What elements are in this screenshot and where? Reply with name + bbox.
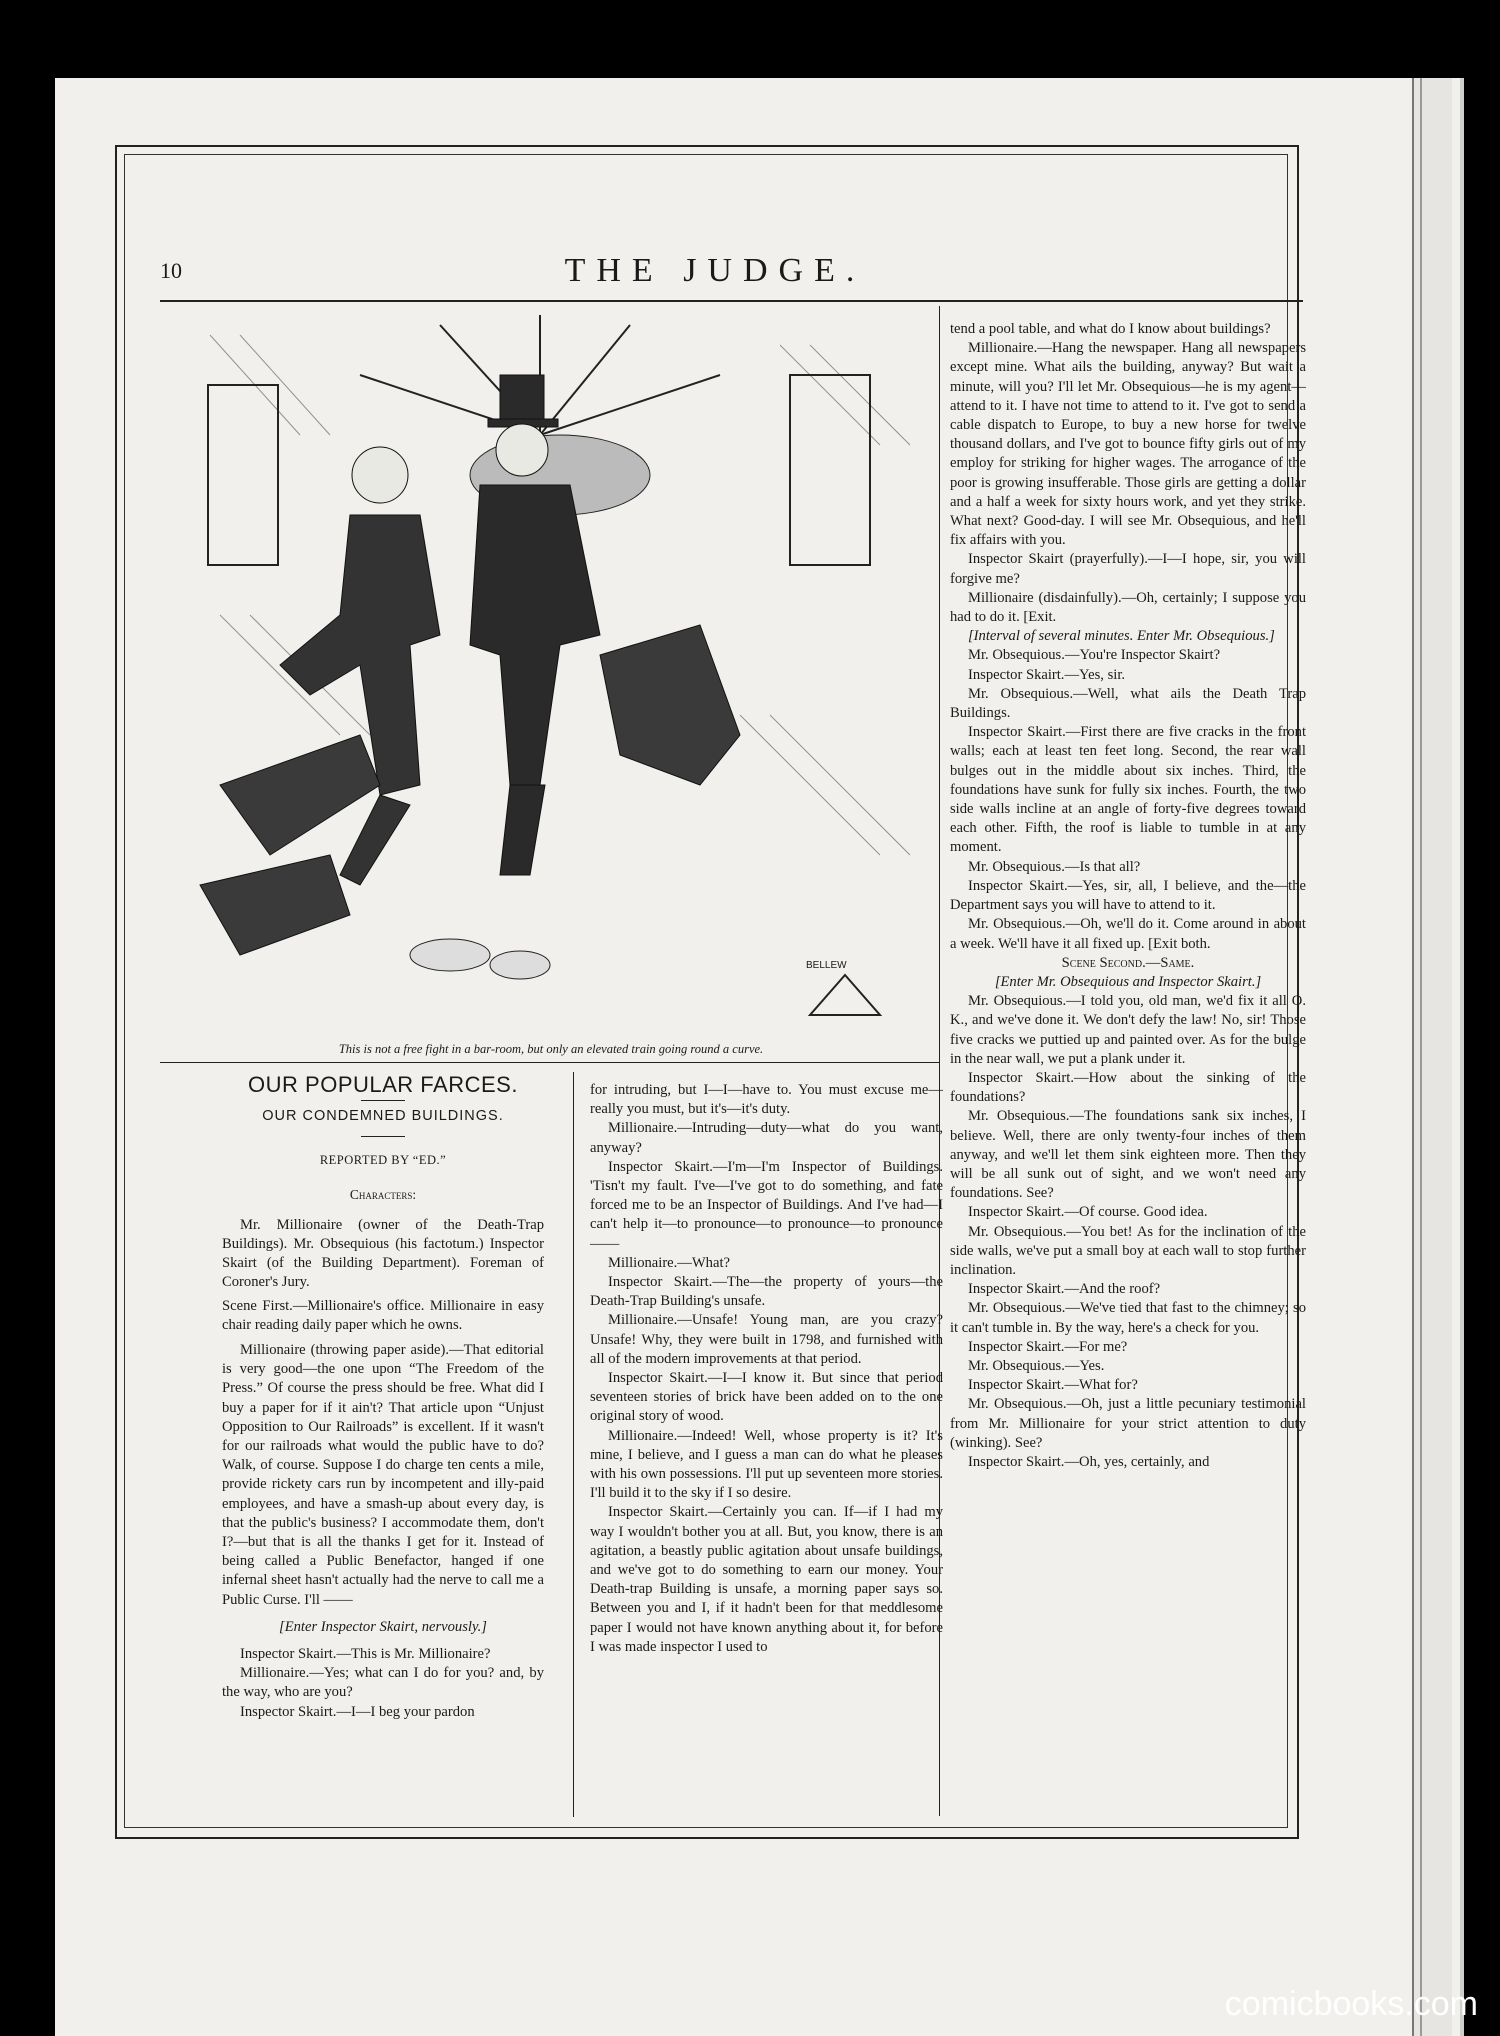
paragraph: Inspector Skairt.—Oh, yes, certainly, and	[968, 1453, 1210, 1470]
paragraph: Inspector Skairt.—For me?	[968, 1338, 1128, 1355]
illustration-rule	[160, 1062, 939, 1063]
paragraph: Inspector Skairt.—What for?	[968, 1377, 1138, 1394]
paragraph: Mr. Obsequious.—You're Inspector Skairt?	[968, 647, 1221, 664]
paragraph: Inspector Skairt.—Yes, sir.	[968, 666, 1126, 683]
paragraph: Inspector Skairt (prayerfully).—I—I hope, sir, you will forgive me?	[950, 551, 1306, 587]
paragraph: Mr. Obsequious.—We've tied that fast to the chimney; so it can't tumble in. By the way, here's a check for you.	[950, 1300, 1306, 1336]
article-title: OUR POPULAR FARCES.	[248, 1072, 518, 1097]
paragraph: Inspector Skairt.—And the roof?	[968, 1281, 1161, 1298]
cast-list: Mr. Millionaire (owner of the Death-Trap Buildings). Mr. Obsequious (his factotum.) Inspector Skairt (of the Building Department). Foreman of Coroner's Jury.	[222, 1216, 544, 1291]
paragraph: Millionaire (throwing paper aside).—That editorial is very good—the one upon “The Freedom of the Press.” Of course the press should be free. What did I buy a paper for if it ain't? That article upon “Unjust Opposition to Our Railroads” is excellent. If it wasn't for our railroads what would the public have to do? Walk, of course. Suppose I do charge ten cents a mile, provide rickety cars run by incompetent and illy-paid employees, and have a smash-up about every day, is that the public's business? I accommodate them, don't I?—but that is all the thanks I get for it. Instead of being called a Public Benefactor, hanged if one infernal sheet hasn't actually had the nerve to call me a Public Curse. I'll ——	[222, 1342, 544, 1608]
paragraph: Mr. Obsequious.—Is that all?	[968, 858, 1141, 875]
paragraph: Millionaire.—Unsafe! Young man, are you crazy? Unsafe! Why, they were built in 1798, and furnished with all of the modern improvements at that period.	[590, 1312, 943, 1367]
column-rule-left	[573, 1072, 574, 1817]
paragraph: Mr. Obsequious.—Oh, we'll do it. Come around in about a week. We'll have it all fixed up. [Exit both.	[950, 916, 1306, 952]
site-watermark: comicbooks.com	[1224, 1985, 1478, 2023]
paragraph: Millionaire.—Hang the newspaper. Hang all newspapers except mine. What ails the building, anyway? But wait a minute, will you? I'll let Mr. Obsequious—he is my agent—attend to it. I have not time to attend to it. I've got to send a cable dispatch to Europe, to buy a new horse for twelve thousand dollars, and I've got to bounce fifty girls out of my employ for striking for higher wages. The arrogance of the poor is growing insufferable. Those girls are getting a dollar and a half a week for sixty hours work, and yet they strike. What next? Good-day. I will see Mr. Obsequious, and he'll fix affairs with you.	[950, 340, 1306, 549]
paragraph: Mr. Obsequious.—Oh, just a little pecuniary testimonial from Mr. Millionaire for your strict attention to duty (winking). See?	[950, 1396, 1306, 1451]
paragraph: Inspector Skairt.—Of course. Good idea.	[968, 1204, 1208, 1221]
paragraph: Inspector Skairt.—I—I know it. But since that period seventeen stories of brick have been added on to the one original story of wood.	[590, 1370, 943, 1425]
paragraph: Inspector Skairt.—This is Mr. Millionaire?	[240, 1646, 491, 1663]
paragraph: tend a pool table, and what do I know about buildings?	[950, 321, 1271, 337]
scene-first: Scene First.—Millionaire's office. Millionaire in easy chair reading daily paper which he owns.	[222, 1297, 544, 1333]
paragraph: Inspector Skairt.—How about the sinking of the foundations?	[950, 1069, 1306, 1106]
characters-heading: Characters:	[349, 1186, 417, 1202]
stage-direction: [Enter Mr. Obsequious and Inspector Skairt.]	[994, 973, 1262, 990]
paragraph: Inspector Skairt.—Certainly you can. If—if I had my way I wouldn't bother you at all. But, you know, there is an agitation, a beastly public agitation about unsafe buildings, and we've got to do something to earn our money. Your Death-trap Building is unsafe, a morning paper says so. Between you and I, if it hadn't been for that meddlesome paper I would not have known anything about it, for before I was made inspector I used to	[590, 1504, 943, 1655]
paragraph: Inspector Skairt.—Yes, sir, all, I believe, and the—the Department says you will have to attend to it.	[950, 877, 1306, 914]
paragraph: Millionaire.—What?	[608, 1254, 730, 1271]
paragraph: Mr. Obsequious.—Yes.	[968, 1357, 1105, 1374]
paragraph: Inspector Skairt.—I—I beg your pardon	[240, 1703, 475, 1720]
article-column-1	[222, 1072, 544, 1722]
paragraph: Inspector Skairt.—The—the property of yours—the Death-Trap Building's unsafe.	[590, 1274, 943, 1310]
illustration-caption: This is not a free fight in a bar-room, but only an elevated train going round a curve.	[338, 1042, 764, 1056]
paragraph: Inspector Skairt.—I'm—I'm Inspector of Buildings. 'Tisn't my fault. I've—I've got to do something, and fate forced me to be an Inspector of Buildings. And I've had—I can't help it—to pronounce—to pronounce—to pronounce——	[590, 1158, 943, 1252]
illustrator-signature: BELLEW	[806, 960, 847, 971]
article-byline: REPORTED BY “ED.”	[319, 1153, 447, 1168]
title-divider	[361, 1100, 405, 1101]
masthead-title: THE JUDGE.	[564, 252, 866, 289]
stage-direction: [Interval of several minutes. Enter Mr. Obsequious.]	[968, 628, 1275, 645]
paragraph: Mr. Obsequious.—The foundations sank six inches, I believe. Well, there are only twenty-four inches of them anyway, and we'll let them sink eighteen more. Then they will be all sunk out of sight, and we won't need any foundations. See?	[950, 1108, 1306, 1202]
scene-second: Scene Second.—Same.	[1061, 954, 1195, 971]
stage-direction: [Enter Inspector Skairt, nervously.]	[279, 1618, 487, 1635]
subtitle-divider	[361, 1136, 405, 1137]
paragraph: Millionaire (disdainfully).—Oh, certainly; I suppose you had to do it. [Exit.	[950, 589, 1306, 626]
paragraph: Mr. Obsequious.—You bet! As for the inclination of the side walls, we've put a small boy at each wall to stop further inclination.	[950, 1223, 1306, 1278]
paragraph: Mr. Obsequious.—I told you, old man, we'd fix it all O. K., and we've done it. We don't defy the law! No, sir! Those five cracks we puttied up and painted over. As for the bulge in the near wall, we put a plank under it.	[950, 993, 1306, 1067]
paragraph: Millionaire.—Yes; what can I do for you? and, by the way, who are you?	[222, 1665, 544, 1701]
paragraph: Mr. Obsequious.—Well, what ails the Death Trap Buildings.	[950, 685, 1306, 722]
masthead-rule	[160, 300, 1303, 302]
article-subtitle: OUR CONDEMNED BUILDINGS.	[262, 1108, 504, 1125]
paragraph: for intruding, but I—I—have to. You must excuse me—really you must, but it's—it's duty.	[590, 1082, 943, 1118]
cartoon-illustration	[180, 315, 922, 1045]
article-column-2	[590, 1081, 943, 1657]
page-number: 10	[160, 258, 182, 283]
page-gutter	[1412, 78, 1452, 2036]
paragraph: Millionaire.—Indeed! Well, whose property is it? It's mine, I believe, and I guess a man can do what he pleases with his own possessions. I'll put up seventeen more stories. I'll build it to the sky if I so desire.	[590, 1427, 943, 1502]
paragraph: Millionaire.—Intruding—duty—what do you want, anyway?	[590, 1120, 943, 1156]
article-column-3	[950, 320, 1306, 1472]
paragraph: Inspector Skairt.—First there are five cracks in the front walls; each at least ten feet long. Second, the rear wall bulges out in the middle about six inches. Third, the foundations have sunk for fully six inches. Fourth, the two side walls incline at an angle of forty-five degrees toward each other. Fifth, the roof is liable to tumble in at any moment.	[950, 724, 1306, 856]
